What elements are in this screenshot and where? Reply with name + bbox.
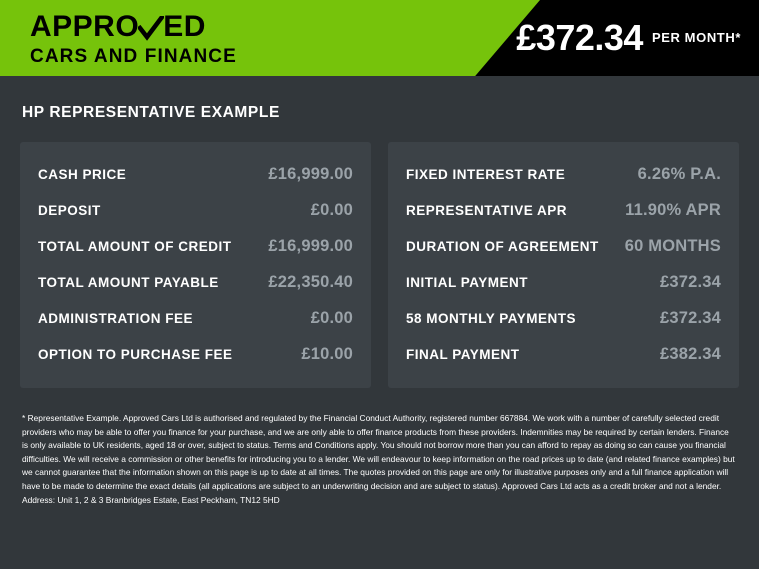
logo-line-two: CARS AND FINANCE <box>30 46 237 67</box>
detail-value: £22,350.40 <box>268 272 353 291</box>
panel-cost-breakdown <box>20 142 371 388</box>
detail-label: 58 MONTHLY PAYMENTS <box>406 310 577 326</box>
monthly-price-suffix: PER MONTH* <box>651 29 741 45</box>
detail-value: £10.00 <box>301 344 353 363</box>
detail-label: OPTION TO PURCHASE FEE <box>38 346 233 362</box>
detail-row <box>406 300 721 336</box>
detail-row <box>38 336 353 372</box>
detail-value: 6.26% P.A. <box>637 164 721 183</box>
detail-row <box>38 156 353 192</box>
check-tick-icon <box>138 14 164 40</box>
detail-row <box>406 264 721 300</box>
logo-line-one <box>30 12 237 42</box>
detail-label: DEPOSIT <box>38 202 101 218</box>
detail-value: £382.34 <box>659 344 721 363</box>
detail-row <box>38 228 353 264</box>
detail-value: £372.34 <box>659 308 721 327</box>
detail-label: INITIAL PAYMENT <box>406 274 529 290</box>
page-title: HP REPRESENTATIVE EXAMPLE <box>22 104 280 121</box>
detail-value: £0.00 <box>310 200 353 219</box>
detail-row <box>38 264 353 300</box>
page-header <box>0 0 759 76</box>
detail-label: DURATION OF AGREEMENT <box>406 238 599 254</box>
detail-label: REPRESENTATIVE APR <box>406 202 568 218</box>
finance-details-panels <box>0 122 759 388</box>
detail-row <box>406 192 721 228</box>
detail-label: ADMINISTRATION FEE <box>38 310 193 326</box>
detail-label: FINAL PAYMENT <box>406 346 520 362</box>
detail-label: TOTAL AMOUNT OF CREDIT <box>38 238 232 254</box>
detail-value: £0.00 <box>310 308 353 327</box>
detail-row <box>38 300 353 336</box>
detail-row <box>406 156 721 192</box>
detail-row <box>406 228 721 264</box>
panel-terms-breakdown <box>388 142 739 388</box>
detail-row <box>38 192 353 228</box>
detail-label: TOTAL AMOUNT PAYABLE <box>38 274 219 290</box>
detail-value: £16,999.00 <box>268 164 353 183</box>
monthly-price-amount: £372.34 <box>516 17 643 58</box>
detail-value: £372.34 <box>659 272 721 291</box>
detail-label: CASH PRICE <box>38 166 127 182</box>
detail-row <box>406 336 721 372</box>
brand-logo <box>0 0 237 76</box>
disclaimer-text: * Representative Example. Approved Cars Ltd is authorised and regulated by the Financial Conduct Authority, registered number 667884. We work with a number of carefully selected credit providers who may be able to offer you finance for your purchase, and we are only able to offer finance products from these providers. Indemnities may be required by certain lenders. Finance is only available to UK residents, aged 18 or over, subject to status. Terms and Conditions apply. You should not borrow more than you can afford to repay as doing so can cause you financial difficulties. We will receive a commission or other benefits for introducing you to a lender. We will endeavour to keep information on the road prices up to date (and related finance examples) but we cannot guarantee that the information shown on this page is up to date at all times. The quotes provided on this page are only for illustrative purposes only and a full finance application will have to be made to determine the exact details (all applications are subject to an underwriting decision and are subject to status). Approved Cars Ltd acts as a credit broker and not a lender. Address: Unit 1, 2 & 3 Branbridges Estate, East Peckham, TN12 5HD <box>22 413 735 505</box>
logo-text-approved-part1: APPRO <box>30 10 140 43</box>
logo-text-approved-part2: ED <box>163 10 206 43</box>
detail-value: 11.90% APR <box>625 200 721 219</box>
detail-value: 60 MONTHS <box>624 236 721 255</box>
monthly-price-block <box>516 0 741 76</box>
detail-value: £16,999.00 <box>268 236 353 255</box>
detail-label: FIXED INTEREST RATE <box>406 166 566 182</box>
